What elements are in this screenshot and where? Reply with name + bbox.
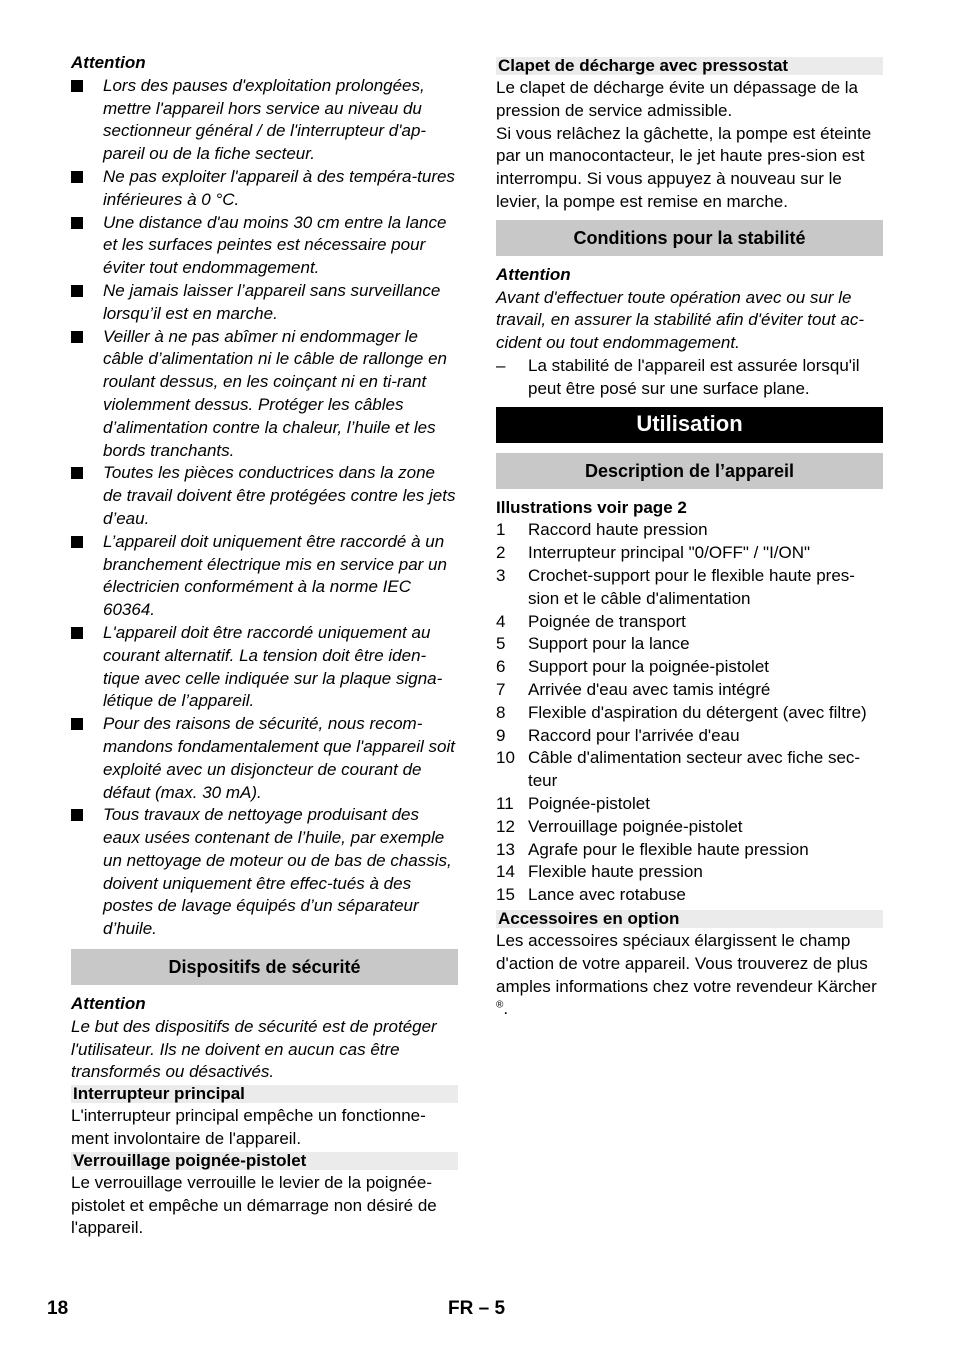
bullet-text: Tous travaux de nettoyage produisant des eaux usées contenant de l’huile, par exemple un nettoyage de moteur ou de bas de chassis, doivent uniquement être effec-tués à des postes de lavage équipés d’un séparateur d’huile.: [103, 805, 452, 939]
parts-list-item: [496, 679, 883, 702]
bullet-item: [71, 212, 458, 280]
part-number: 6: [496, 657, 506, 677]
bullet-square-icon: [71, 171, 83, 183]
part-number: 7: [496, 679, 506, 699]
bullet-square-icon: [71, 718, 83, 730]
parts-list-item: [496, 565, 883, 611]
valve-heading: Clapet de décharge avec pressostat: [496, 57, 883, 75]
part-number: 3: [496, 565, 506, 585]
main-switch-heading: Interrupteur principal: [71, 1085, 458, 1103]
bullet-item: [71, 531, 458, 622]
attention-label: Attention: [71, 53, 146, 72]
bullet-item: [71, 166, 458, 212]
parts-list-item: [496, 725, 883, 748]
main-switch-text: L'interrupteur principal empêche un fonctionne-ment involontaire de l'appareil.: [71, 1106, 426, 1149]
accessories-body: Les accessoires spéciaux élargissent le champ d'action de votre appareil. Vous trouverez de plus amples informations chez votre revendeur Kärcher: [496, 930, 877, 996]
safety-attention-text: Le but des dispositifs de sécurité est de protéger l'utilisateur. Ils ne doivent en aucun cas être transformés ou désactivés.: [71, 1016, 437, 1082]
part-number: 4: [496, 611, 506, 631]
part-label: Raccord pour l'arrivée d'eau: [528, 725, 740, 745]
bullet-square-icon: [71, 80, 83, 92]
bullet-text: L’appareil doit uniquement être raccordé à un branchement électrique mis en service par un électricien conformément à la norme IEC 60364.: [103, 531, 447, 620]
part-number: 2: [496, 543, 506, 563]
bullet-text: L'appareil doit être raccordé uniquement au courant alternatif. La tension doit être iden-tique avec celle indiquée sur la plaque signa-létique de l’appareil.: [103, 622, 443, 711]
parts-list-item: [496, 519, 883, 542]
part-label: Verrouillage poignée-pistolet: [528, 816, 743, 836]
parts-list-item: [496, 633, 883, 656]
bullet-item: [71, 804, 458, 941]
parts-list-item: [496, 702, 883, 725]
part-label: Support pour la poignée-pistolet: [528, 657, 769, 677]
parts-list-item: [496, 793, 883, 816]
part-label: Arrivée d'eau avec tamis intégré: [528, 679, 771, 699]
part-number: 13: [496, 839, 515, 859]
bullet-text: Pour des raisons de sécurité, nous recom-mandons fondamentalement que l'appareil soit exploité avec un disjoncteur de courant de défaut (max. 30 mA).: [103, 714, 455, 802]
stability-attention-text: Avant d'effectuer toute opération avec ou sur le travail, en assurer la stabilité afin d'éviter tout ac-cident ou tout endommagement.: [496, 287, 864, 353]
bullet-square-icon: [71, 536, 83, 548]
part-label: Flexible haute pression: [528, 862, 703, 882]
illustrations-label: Illustrations voir page 2: [496, 497, 687, 517]
safety-devices-heading: Dispositifs de sécurité: [71, 949, 458, 985]
valve-text-1: Le clapet de décharge évite un dépassage de la pression de service admissible.: [496, 78, 858, 120]
chapter-heading-utilisation: Utilisation: [496, 407, 883, 443]
page-number: 18: [47, 1298, 69, 1319]
part-label: Agrafe pour le flexible haute pression: [528, 839, 809, 859]
bullet-item: [71, 326, 458, 463]
part-label: Raccord haute pression: [528, 520, 708, 540]
stability-item: [496, 355, 883, 401]
bullet-item: [71, 75, 458, 166]
parts-list-item: [496, 611, 883, 634]
part-number: 1: [496, 520, 506, 540]
part-label: Poignée de transport: [528, 611, 686, 631]
part-number: 14: [496, 862, 515, 882]
bullet-item: [71, 462, 458, 530]
safety-attention-label: Attention: [71, 994, 146, 1014]
parts-list-item: [496, 747, 883, 793]
dash-marker: –: [496, 355, 506, 375]
bullet-item: [71, 622, 458, 713]
parts-list-item: [496, 656, 883, 679]
part-number: 9: [496, 725, 506, 745]
part-number: 8: [496, 702, 506, 722]
parts-list: [496, 519, 883, 907]
accessories-text: [496, 930, 883, 1021]
parts-list-item: [496, 884, 883, 907]
parts-list-item: [496, 861, 883, 884]
bullet-square-icon: [71, 217, 83, 229]
part-label: Câble d'alimentation secteur avec fiche sec-teur: [528, 748, 861, 791]
bullet-text: Toutes les pièces conductrices dans la zone de travail doivent être protégées contre les jets d’eau.: [103, 463, 456, 528]
right-column: [496, 52, 883, 1021]
bullet-item: [71, 280, 458, 326]
safety-bullet-list: [71, 75, 458, 941]
part-number: 5: [496, 634, 506, 654]
stability-attention-label: Attention: [496, 264, 571, 284]
part-number: 11: [496, 793, 514, 813]
part-number: 12: [496, 816, 515, 836]
part-label: Poignée-pistolet: [528, 793, 650, 813]
bullet-square-icon: [71, 467, 83, 479]
part-number: 10: [496, 748, 515, 768]
bullet-square-icon: [71, 331, 83, 343]
stability-item-text: La stabilité de l'appareil est assurée lorsqu'il peut être posé sur une surface plane.: [528, 355, 860, 398]
part-label: Interrupteur principal "0/OFF" / "I/ON": [528, 543, 811, 563]
bullet-text: Ne jamais laisser l’appareil sans surveillance lorsqu’il est en marche.: [103, 280, 441, 323]
bullet-text: Une distance d'au moins 30 cm entre la lance et les surfaces peintes est nécessaire pour éviter tout endommagement.: [103, 212, 447, 278]
gun-lock-text: Le verrouillage verrouille le levier de la poignée-pistolet et empêche un démarrage non désiré de l'appareil.: [71, 1172, 437, 1238]
accessories-heading: Accessoires en option: [496, 910, 883, 928]
part-label: Lance avec rotabuse: [528, 885, 686, 905]
section-reference: FR – 5: [448, 1298, 506, 1319]
part-label: Crochet-support pour le flexible haute pres-sion et le câble d'alimentation: [528, 565, 855, 608]
stability-heading: Conditions pour la stabilité: [496, 220, 883, 256]
bullet-item: [71, 713, 458, 804]
part-number: 15: [496, 885, 515, 905]
valve-text-2: Si vous relâchez la gâchette, la pompe est éteinte par un manocontacteur, le jet haute pres-sion est interrompu. Si vous appuyez à nouveau sur le levier, la pompe est remise en marche.: [496, 123, 872, 211]
bullet-square-icon: [71, 809, 83, 821]
parts-list-item: [496, 542, 883, 565]
bullet-text: Ne pas exploiter l'appareil à des tempéra-tures inférieures à 0 °C.: [103, 166, 455, 209]
part-label: Support pour la lance: [528, 634, 690, 654]
bullet-text: Veiller à ne pas abîmer ni endommager le câble d’alimentation ni le câble de rallonge en roulant dessus, en les coinçant ni en ti-rant violemment dessus. Protéger les câbles d’alimentation contre la chaleur, l’huile et les bords tranchants.: [103, 326, 448, 460]
registered-mark: ®: [496, 999, 504, 1011]
left-column: [71, 52, 458, 1240]
parts-list-item: [496, 839, 883, 862]
description-heading: Description de l’appareil: [496, 453, 883, 489]
bullet-text: Lors des pauses d'exploitation prolongées, mettre l'appareil hors service au niveau du sectionneur général / de l'interrupteur d'ap-pareil ou de la fiche secteur.: [103, 75, 427, 164]
parts-list-item: [496, 816, 883, 839]
bullet-square-icon: [71, 627, 83, 639]
part-label: Flexible d'aspiration du détergent (avec filtre): [528, 702, 867, 722]
accessories-end: .: [503, 999, 509, 1019]
gun-lock-heading: Verrouillage poignée-pistolet: [71, 1152, 458, 1170]
bullet-square-icon: [71, 285, 83, 297]
